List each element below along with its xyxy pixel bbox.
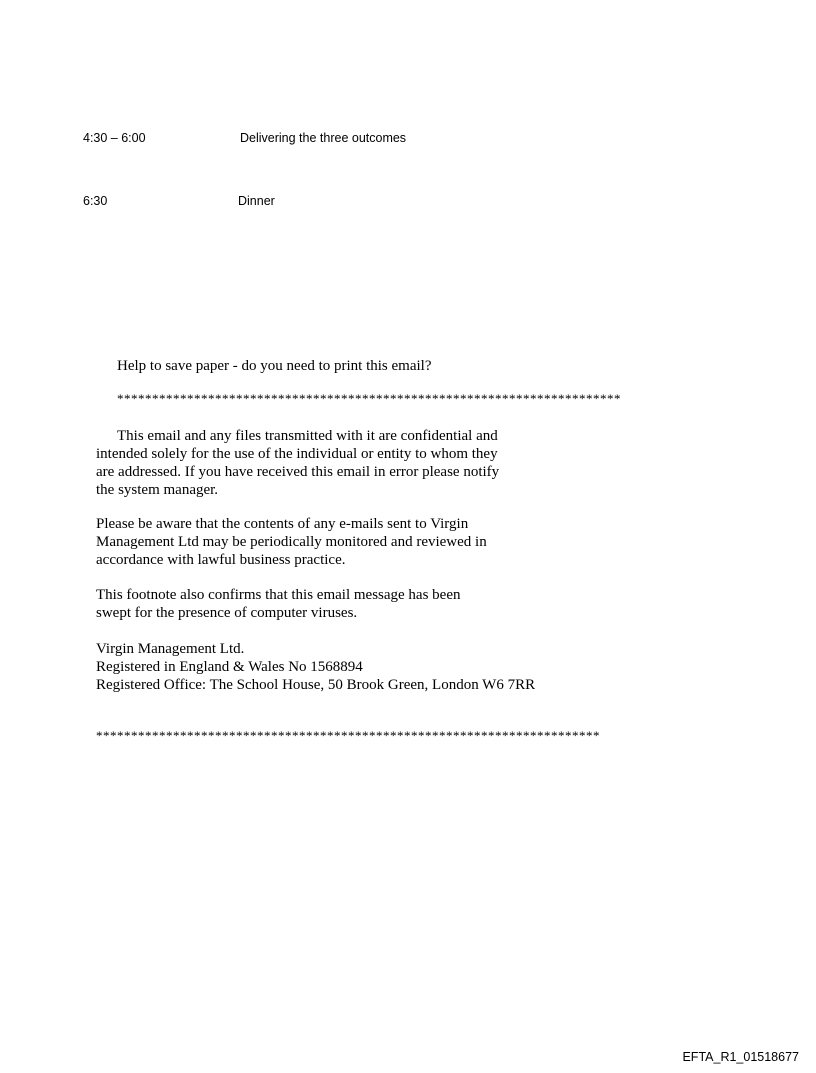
- confidentiality-notice: [96, 427, 716, 499]
- document-id: EFTA_R1_01518677: [682, 1050, 799, 1064]
- monitoring-line: Management Ltd may be periodically monitored and reviewed in: [96, 534, 487, 550]
- agenda-row: [83, 131, 583, 149]
- agenda-item: Delivering the three outcomes: [240, 131, 407, 145]
- agenda-row: [83, 194, 583, 212]
- confidential-line: the system manager.: [96, 482, 219, 498]
- agenda-time: 6:30: [83, 194, 108, 208]
- separator-bottom: ************************************************************************: [96, 728, 600, 743]
- company-line: Registered Office: The School House, 50 Brook Green, London W6 7RR: [96, 677, 536, 693]
- virus-notice: [96, 586, 716, 622]
- monitoring-line: Please be aware that the contents of any e-mails sent to Virgin: [96, 516, 469, 532]
- save-paper-notice: [117, 357, 737, 375]
- virus-line: swept for the presence of computer viruses.: [96, 605, 358, 621]
- save-paper-text: Help to save paper - do you need to print this email?: [117, 358, 432, 374]
- company-line: Virgin Management Ltd.: [96, 641, 245, 657]
- company-line: Registered in England & Wales No 1568894: [96, 659, 363, 675]
- confidential-line: This email and any files transmitted with it are confidential and: [117, 428, 498, 444]
- monitoring-line: accordance with lawful business practice.: [96, 552, 346, 568]
- agenda-item: Dinner: [238, 194, 275, 208]
- company-info: [96, 640, 716, 694]
- confidential-line: are addressed. If you have received this email in error please notify: [96, 464, 500, 480]
- agenda-time: 4:30 – 6:00: [83, 131, 146, 145]
- monitoring-notice: [96, 515, 716, 569]
- confidential-line: intended solely for the use of the individual or entity to whom they: [96, 446, 498, 462]
- separator-top: ************************************************************************: [117, 391, 621, 406]
- virus-line: This footnote also confirms that this email message has been: [96, 587, 461, 603]
